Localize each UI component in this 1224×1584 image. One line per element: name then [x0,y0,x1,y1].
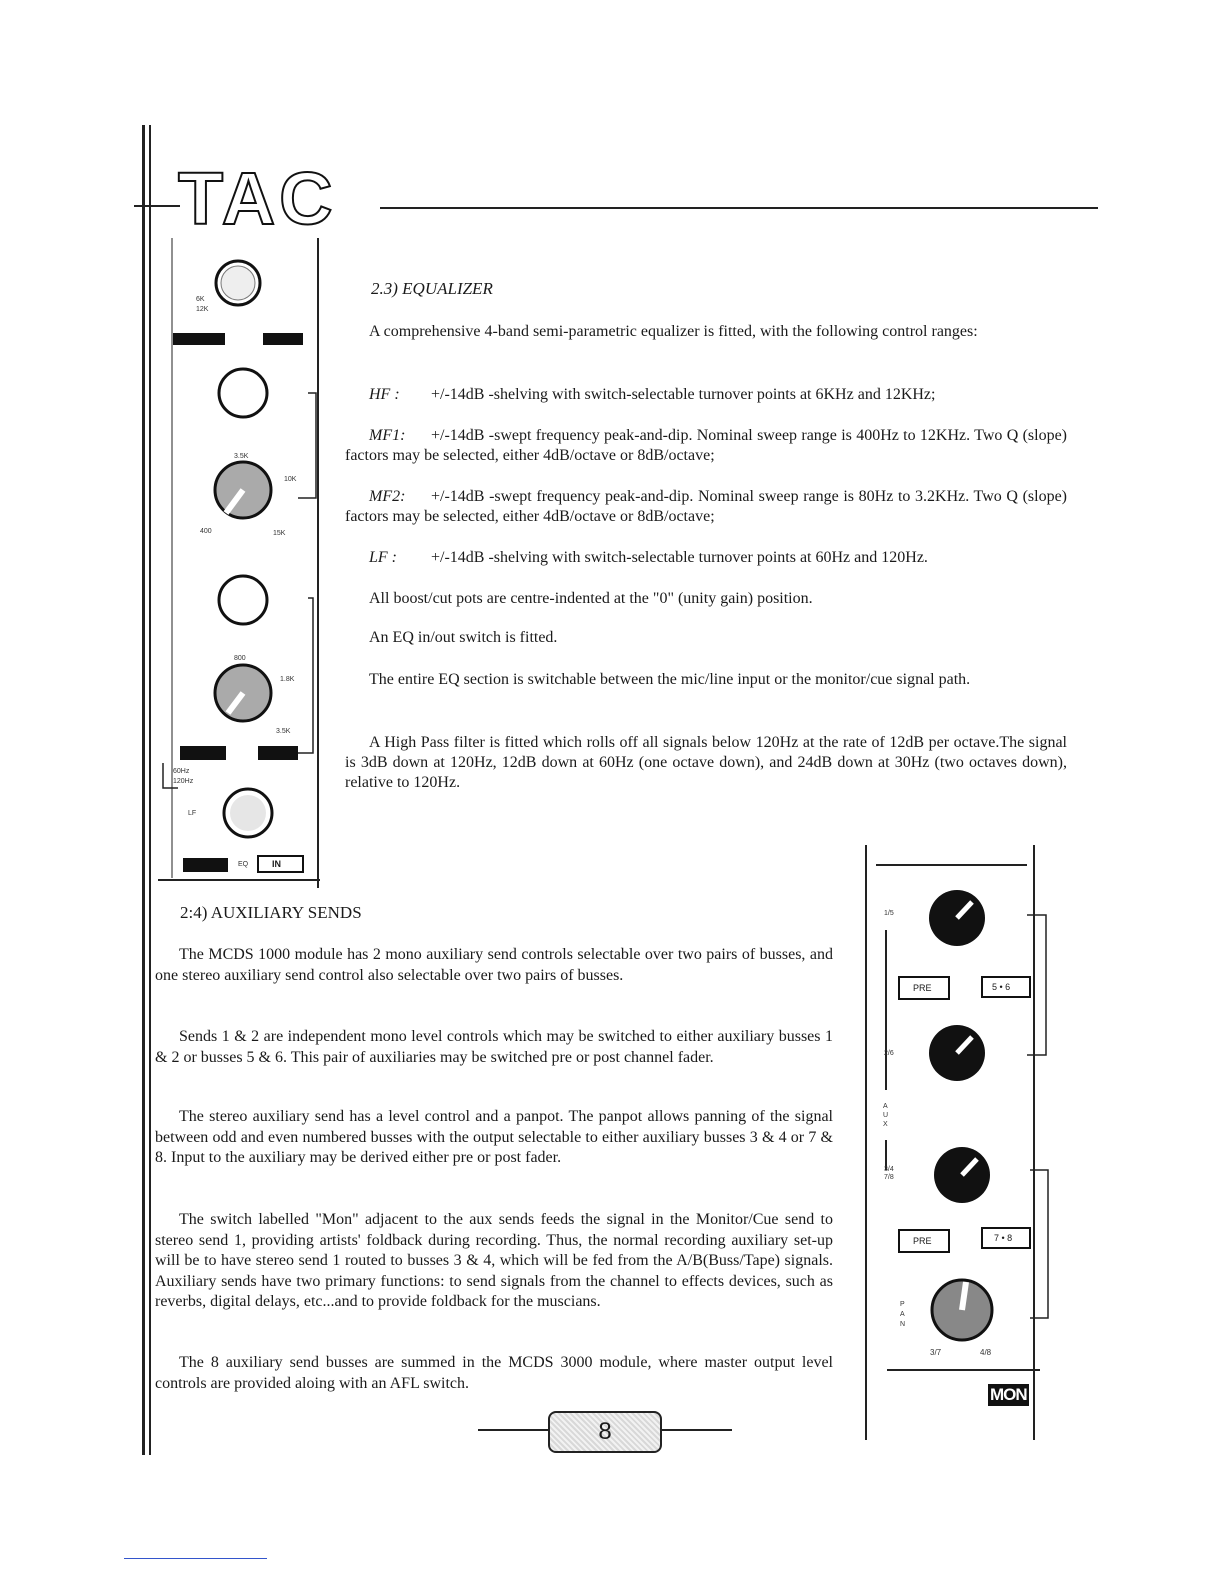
mf1-freq-label-400: 400 [200,528,212,535]
aux-paragraph-2-text: Sends 1 & 2 are independent mono level controls which may be switched to either auxiliary busses 1 & 2 or busses 5 & 6. This pair of auxiliaries may be switched pre or post channel fader. [155,1028,833,1066]
eq-band-mf1-text: +/-14dB -swept frequency peak-and-dip. Nominal sweep range is 400Hz to 12KHz. Two Q (slope) factors may be selected, either 4dB/octave or 8dB/octave; [345,427,1067,464]
eq-panel-drawing [158,228,330,888]
eq-in-switch: IN [272,859,281,869]
eq-note-signal-path [345,670,1067,690]
eq-band-lf [345,548,1067,568]
eq-band-mf2-text: +/-14dB -swept frequency peak-and-dip. Nominal sweep range is 80Hz to 3.2KHz. Two Q (slope) factors may be selected, either 4dB/octave or 8dB/octave; [345,488,1067,525]
eq-band-lf-text: +/-14dB -shelving with switch-selectable turnover points at 60Hz and 120Hz. [431,549,928,566]
eq-note-high-pass-text: A High Pass filter is fitted which rolls off all signals below 120Hz at the rate of 12dB per octave.The signal is 3dB down at 120Hz, 12dB down at 60Hz (one octave down), and 24dB down at 30Hz (two octaves down), relative to 120Hz. [345,734,1067,791]
mf2-freq-label-3-5k: 3.5K [276,728,291,735]
lf-knob-label: LF [188,810,197,817]
hf-label-6k: 6K [196,296,205,303]
auxiliary-title: 2:4) AUXILIARY SENDS [180,903,362,922]
aux-panel-illustration [862,840,1062,1440]
footer-rule-left [478,1429,548,1431]
eq-note-signal-path-text: The entire EQ section is switchable between the mic/line input or the monitor/cue signal path. [369,671,971,688]
hf-label-12k: 12K [196,306,209,313]
eq-band-hf-label: HF : [369,386,400,403]
lf-label-120hz: 120Hz [173,778,194,785]
eq-band-mf1 [345,426,1067,466]
aux-paragraph-5 [155,1353,833,1394]
eq-note-centre-detent [345,589,1067,609]
eq-panel-illustration [158,228,330,888]
pan-vertical-label: PAN [900,1301,906,1328]
aux-panel-drawing [862,840,1062,1440]
eq-band-mf2 [345,487,1067,527]
bottom-link-underline [124,1558,267,1559]
aux-paragraph-1-text: The MCDS 1000 module has 2 mono auxiliary send controls selectable over two pairs of busses, and one stereo auxiliary send control also selectable over two pairs of busses. [155,946,833,984]
tac-logo: TAC [178,157,337,240]
equalizer-intro-text: A comprehensive 4-band semi-parametric equalizer is fitted, with the following control ranges: [369,323,978,340]
eq-band-lf-label: LF : [369,549,397,566]
pan-left-label: 3/7 [930,1348,942,1357]
aux-paragraph-2 [155,1027,833,1068]
lf-label-60hz: 60Hz [173,768,190,775]
mf2-freq-label-800: 800 [234,655,246,662]
aux-bus56-button: 5 • 6 [992,982,1011,992]
aux-paragraph-5-text: The 8 auxiliary send busses are summed in the MCDS 3000 module, where master output level controls are provided aloing with an AFL switch. [155,1354,833,1392]
eq-band-mf1-label: MF1: [369,427,406,444]
page-number: 8 [548,1411,662,1453]
aux-bus78-button: 7 • 8 [994,1233,1013,1243]
eq-note-inout-switch-text: An EQ in/out switch is fitted. [369,629,558,646]
pan-right-label: 4/8 [980,1348,992,1357]
eq-band-mf2-label: MF2: [369,488,406,505]
eq-band-hf-text: +/-14dB -shelving with switch-selectable turnover points at 6KHz and 12KHz; [431,386,936,403]
mon-button: MON [990,1385,1027,1404]
aux-knob2-label: 2/6 [884,1050,894,1057]
aux-paragraph-4-text: The switch labelled "Mon" adjacent to the aux sends feeds the signal in the Monitor/Cue send to stereo send 1, providing artists' foldback during recording. Thus, the normal recording auxiliary set-up will be to have stereo send 1 routed to busses 3 & 4, which will be fed from the A/B(Buss/Tape) signals. Auxiliary sends have two primary functions: to send signals from the channel to effects devices, such as reverbs, digital delays, etc...and to provide foldback for the muscians. [155,1211,833,1310]
mf2-freq-label-1-8k: 1.8K [280,676,295,683]
left-margin-line-inner [149,125,151,1455]
left-margin-line-outer [142,125,145,1455]
eq-note-inout-switch [345,628,1067,648]
mf1-freq-label-3-5k: 3.5K [234,453,249,460]
aux-knob1-label: 1/5 [884,910,894,917]
aux-paragraph-4 [155,1210,833,1313]
equalizer-intro [345,322,1067,342]
footer-rule-right [660,1429,732,1431]
equalizer-title: 2.3) EQUALIZER [371,279,493,298]
aux-vertical-label: AUX [883,1103,889,1128]
aux-paragraph-3-text: The stereo auxiliary send has a level control and a panpot. The panpot allows panning of the signal between odd and even numbered busses with the output selectable to either auxiliary busses 3 & 4 or 7 & 8. Input to the auxiliary may be derived either pre or post fader. [155,1108,833,1166]
eq-note-high-pass [345,733,1067,793]
aux-knob3-label: 3/4 7/8 [884,1166,894,1181]
eq-note-centre-detent-text: All boost/cut pots are centre-indented at the "0" (unity gain) position. [369,590,813,607]
eq-switch-label: EQ [238,861,249,868]
aux-pre-button-1: PRE [913,983,932,993]
header-rule-left [134,205,180,207]
eq-band-hf [345,385,1067,405]
aux-pre-button-2: PRE [913,1236,932,1246]
mf1-freq-label-10k: 10K [284,476,297,483]
header-rule [380,207,1098,209]
aux-paragraph-3 [155,1107,833,1169]
mf1-freq-label-15k: 15K [273,530,286,537]
aux-paragraph-1 [155,945,833,986]
